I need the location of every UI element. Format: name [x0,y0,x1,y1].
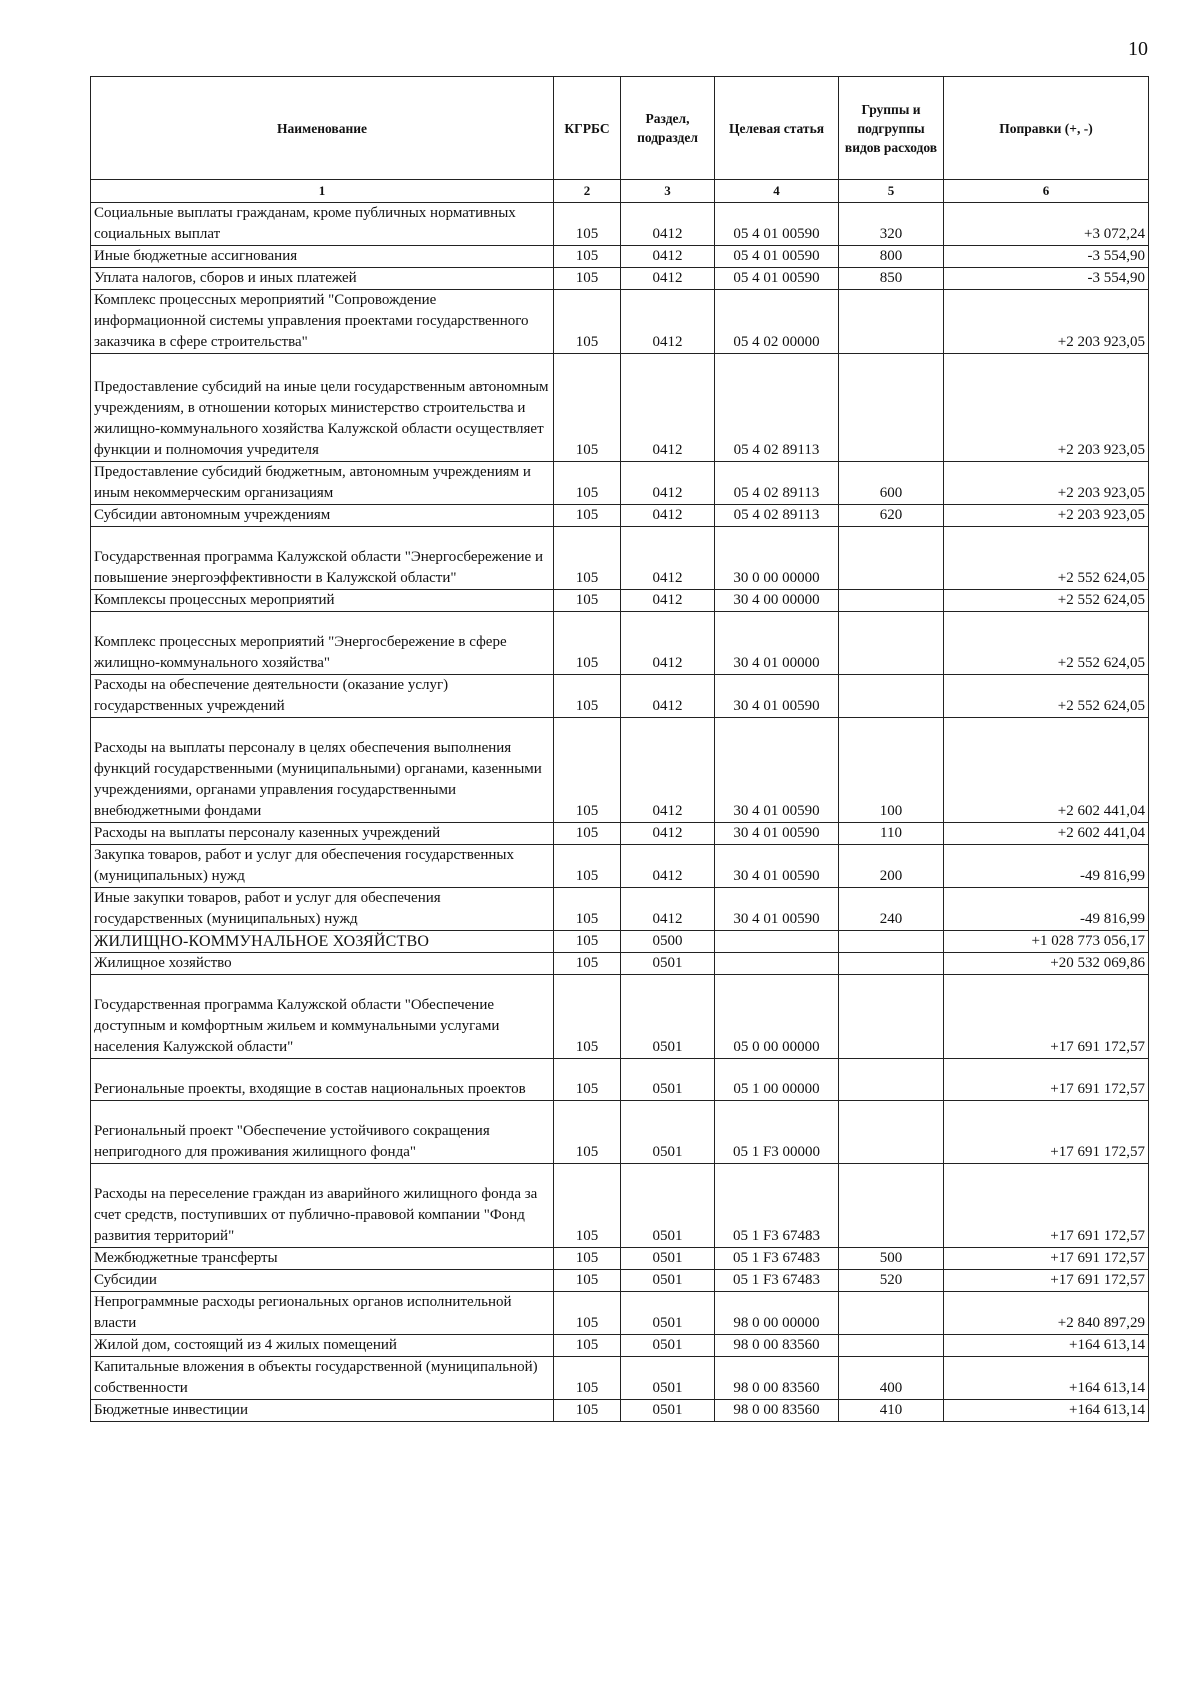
row-target: 05 0 00 00000 [715,975,839,1059]
row-name: Расходы на переселение граждан из аварийного жилищного фонда за счет средств, поступивших от публично-правовой компании "Фонд развития территорий" [91,1164,554,1248]
row-section: 0412 [621,268,715,290]
row-group [839,354,944,462]
row-target: 05 1 F3 67483 [715,1270,839,1292]
row-section: 0412 [621,203,715,246]
row-section: 0412 [621,845,715,888]
table-header-row [91,77,1149,180]
table-row [91,1059,1149,1101]
table-row [91,590,1149,612]
table-row [91,931,1149,953]
row-amount: +17 691 172,57 [944,1101,1149,1164]
row-section: 0501 [621,1335,715,1357]
row-kgrbs: 105 [554,953,621,975]
row-name: Расходы на выплаты персоналу в целях обеспечения выполнения функций государственными (муниципальными) органами, казенными учреждениями, органами управления государственными внебюджетными фондами [91,718,554,823]
table-row [91,823,1149,845]
row-name: Расходы на обеспечение деятельности (оказание услуг) государственных учреждений [91,675,554,718]
row-group [839,590,944,612]
row-section: 0412 [621,675,715,718]
page-number: 10 [1128,38,1148,60]
table-row [91,718,1149,823]
row-amount: +20 532 069,86 [944,953,1149,975]
row-kgrbs: 105 [554,975,621,1059]
table-row [91,1101,1149,1164]
row-amount: +2 602 441,04 [944,718,1149,823]
table-row [91,527,1149,590]
row-section: 0412 [621,290,715,354]
row-name: Социальные выплаты гражданам, кроме публичных нормативных социальных выплат [91,203,554,246]
row-section: 0501 [621,975,715,1059]
row-group: 400 [839,1357,944,1400]
row-kgrbs: 105 [554,246,621,268]
table-row [91,268,1149,290]
row-name: Субсидии [91,1270,554,1292]
row-amount: +17 691 172,57 [944,1270,1149,1292]
row-name: Бюджетные инвестиции [91,1400,554,1422]
row-kgrbs: 105 [554,1101,621,1164]
row-amount: +17 691 172,57 [944,975,1149,1059]
header-section: Раздел, подраздел [621,77,715,180]
row-target: 30 4 01 00590 [715,675,839,718]
row-kgrbs: 105 [554,268,621,290]
row-amount: +17 691 172,57 [944,1164,1149,1248]
row-name: Предоставление субсидий бюджетным, автономным учреждениям и иным некоммерческим организациям [91,462,554,505]
row-name: Непрограммные расходы региональных органов исполнительной власти [91,1292,554,1335]
table-row [91,845,1149,888]
column-number: 5 [839,180,944,203]
row-section: 0501 [621,1400,715,1422]
row-name: Жилой дом, состоящий из 4 жилых помещений [91,1335,554,1357]
row-target: 30 4 01 00000 [715,612,839,675]
row-section: 0412 [621,246,715,268]
row-kgrbs: 105 [554,1335,621,1357]
row-kgrbs: 105 [554,290,621,354]
row-amount: +2 602 441,04 [944,823,1149,845]
row-amount: +3 072,24 [944,203,1149,246]
row-section: 0500 [621,931,715,953]
row-section: 0501 [621,1357,715,1400]
row-name: Государственная программа Калужской области "Энергосбережение и повышение энергоэффективности в Калужской области" [91,527,554,590]
row-name: Уплата налогов, сборов и иных платежей [91,268,554,290]
row-target: 30 4 01 00590 [715,845,839,888]
row-amount: +2 203 923,05 [944,505,1149,527]
row-group [839,1101,944,1164]
row-target: 05 1 00 00000 [715,1059,839,1101]
row-target: 05 4 02 89113 [715,354,839,462]
row-kgrbs: 105 [554,354,621,462]
row-kgrbs: 105 [554,1059,621,1101]
table-row [91,505,1149,527]
table-row [91,290,1149,354]
row-amount: +164 613,14 [944,1335,1149,1357]
row-target: 05 1 F3 67483 [715,1248,839,1270]
row-target: 05 4 01 00590 [715,268,839,290]
row-name: Иные бюджетные ассигнования [91,246,554,268]
row-kgrbs: 105 [554,718,621,823]
table-row [91,462,1149,505]
table-row [91,1248,1149,1270]
header-groups: Группы и подгруппы видов расходов [839,77,944,180]
row-group [839,675,944,718]
row-section: 0412 [621,462,715,505]
header-name: Наименование [91,77,554,180]
row-target: 30 4 01 00590 [715,718,839,823]
row-group: 410 [839,1400,944,1422]
row-section: 0501 [621,1270,715,1292]
row-target [715,931,839,953]
column-number: 2 [554,180,621,203]
table-row [91,888,1149,931]
row-amount: +1 028 773 056,17 [944,931,1149,953]
row-kgrbs: 105 [554,845,621,888]
row-target: 30 4 01 00590 [715,888,839,931]
row-target: 98 0 00 83560 [715,1357,839,1400]
row-amount: -49 816,99 [944,888,1149,931]
row-section: 0501 [621,1059,715,1101]
row-group: 520 [839,1270,944,1292]
row-section: 0501 [621,1292,715,1335]
table-row [91,675,1149,718]
row-group [839,1335,944,1357]
row-amount: -49 816,99 [944,845,1149,888]
column-number: 3 [621,180,715,203]
row-name: Капитальные вложения в объекты государственной (муниципальной) собственности [91,1357,554,1400]
row-target: 98 0 00 83560 [715,1400,839,1422]
row-amount: +164 613,14 [944,1357,1149,1400]
row-amount: +2 840 897,29 [944,1292,1149,1335]
row-name: Расходы на выплаты персоналу казенных учреждений [91,823,554,845]
row-group: 600 [839,462,944,505]
table-row [91,1335,1149,1357]
row-amount: +2 203 923,05 [944,354,1149,462]
row-target: 30 0 00 00000 [715,527,839,590]
row-section: 0412 [621,612,715,675]
table-row [91,354,1149,462]
row-group [839,1059,944,1101]
row-amount: +2 552 624,05 [944,675,1149,718]
row-name: Комплекс процессных мероприятий "Сопровождение информационной системы управления проектами государственного заказчика в сфере строительства" [91,290,554,354]
row-target: 98 0 00 00000 [715,1292,839,1335]
row-target: 05 4 02 00000 [715,290,839,354]
row-kgrbs: 105 [554,590,621,612]
row-section: 0412 [621,718,715,823]
row-target: 05 4 02 89113 [715,505,839,527]
row-amount: -3 554,90 [944,268,1149,290]
row-name: Субсидии автономным учреждениям [91,505,554,527]
row-group [839,1164,944,1248]
row-kgrbs: 105 [554,203,621,246]
table-row [91,1164,1149,1248]
row-kgrbs: 105 [554,1164,621,1248]
row-amount: +2 203 923,05 [944,462,1149,505]
table-row [91,1400,1149,1422]
row-name: Комплексы процессных мероприятий [91,590,554,612]
row-name: Государственная программа Калужской области "Обеспечение доступным и комфортным жильем и коммунальными услугами населения Калужской области" [91,975,554,1059]
row-target: 05 4 02 89113 [715,462,839,505]
row-name: Жилищное хозяйство [91,953,554,975]
header-amendments: Поправки (+, -) [944,77,1149,180]
row-kgrbs: 105 [554,931,621,953]
row-section: 0501 [621,953,715,975]
row-amount: -3 554,90 [944,246,1149,268]
row-name: Комплекс процессных мероприятий "Энергосбережение в сфере жилищно-коммунального хозяйства" [91,612,554,675]
row-group [839,527,944,590]
table-row [91,975,1149,1059]
row-name: Региональный проект "Обеспечение устойчивого сокращения непригодного для проживания жилищного фонда" [91,1101,554,1164]
row-group [839,931,944,953]
row-group: 850 [839,268,944,290]
row-section: 0501 [621,1248,715,1270]
row-target: 30 4 00 00000 [715,590,839,612]
row-amount: +2 203 923,05 [944,290,1149,354]
header-target: Целевая статья [715,77,839,180]
row-kgrbs: 105 [554,462,621,505]
row-kgrbs: 105 [554,527,621,590]
table-row [91,1270,1149,1292]
row-target: 05 1 F3 67483 [715,1164,839,1248]
row-group [839,290,944,354]
header-kgrbs: КГРБС [554,77,621,180]
row-kgrbs: 105 [554,888,621,931]
row-group: 800 [839,246,944,268]
row-kgrbs: 105 [554,1292,621,1335]
row-group: 620 [839,505,944,527]
row-kgrbs: 105 [554,1270,621,1292]
row-section: 0412 [621,505,715,527]
row-group: 110 [839,823,944,845]
row-section: 0412 [621,823,715,845]
row-section: 0501 [621,1164,715,1248]
row-amount: +2 552 624,05 [944,612,1149,675]
row-target: 30 4 01 00590 [715,823,839,845]
table-row [91,203,1149,246]
row-group [839,1292,944,1335]
row-kgrbs: 105 [554,1400,621,1422]
row-group [839,975,944,1059]
column-number-row [91,180,1149,203]
row-name: Иные закупки товаров, работ и услуг для обеспечения государственных (муниципальных) нужд [91,888,554,931]
row-amount: +164 613,14 [944,1400,1149,1422]
budget-amendments-table [90,76,1149,1422]
row-target: 05 4 01 00590 [715,246,839,268]
row-group: 200 [839,845,944,888]
row-group: 100 [839,718,944,823]
table-row [91,612,1149,675]
row-amount: +17 691 172,57 [944,1248,1149,1270]
column-number: 1 [91,180,554,203]
row-kgrbs: 105 [554,823,621,845]
row-section: 0412 [621,354,715,462]
table-row [91,1292,1149,1335]
row-kgrbs: 105 [554,1357,621,1400]
table-body [91,203,1149,1422]
row-amount: +17 691 172,57 [944,1059,1149,1101]
row-group: 240 [839,888,944,931]
column-number: 4 [715,180,839,203]
row-group: 500 [839,1248,944,1270]
row-group [839,612,944,675]
row-amount: +2 552 624,05 [944,527,1149,590]
row-target: 05 1 F3 00000 [715,1101,839,1164]
table-row [91,1357,1149,1400]
row-kgrbs: 105 [554,675,621,718]
row-kgrbs: 105 [554,612,621,675]
row-group [839,953,944,975]
row-kgrbs: 105 [554,505,621,527]
column-number: 6 [944,180,1149,203]
row-amount: +2 552 624,05 [944,590,1149,612]
row-name: ЖИЛИЩНО-КОММУНАЛЬНОЕ ХОЗЯЙСТВО [91,931,554,953]
row-kgrbs: 105 [554,1248,621,1270]
row-group: 320 [839,203,944,246]
row-name: Закупка товаров, работ и услуг для обеспечения государственных (муниципальных) нужд [91,845,554,888]
table-row [91,246,1149,268]
row-section: 0412 [621,888,715,931]
row-target: 98 0 00 83560 [715,1335,839,1357]
row-target: 05 4 01 00590 [715,203,839,246]
row-section: 0501 [621,1101,715,1164]
row-name: Предоставление субсидий на иные цели государственным автономным учреждениям, в отношении которых министерство строительства и жилищно-коммунального хозяйства Калужской области осуществляет функции и полномочия учредителя [91,354,554,462]
row-name: Региональные проекты, входящие в состав национальных проектов [91,1059,554,1101]
table-row [91,953,1149,975]
row-target [715,953,839,975]
row-section: 0412 [621,590,715,612]
row-name: Межбюджетные трансферты [91,1248,554,1270]
row-section: 0412 [621,527,715,590]
